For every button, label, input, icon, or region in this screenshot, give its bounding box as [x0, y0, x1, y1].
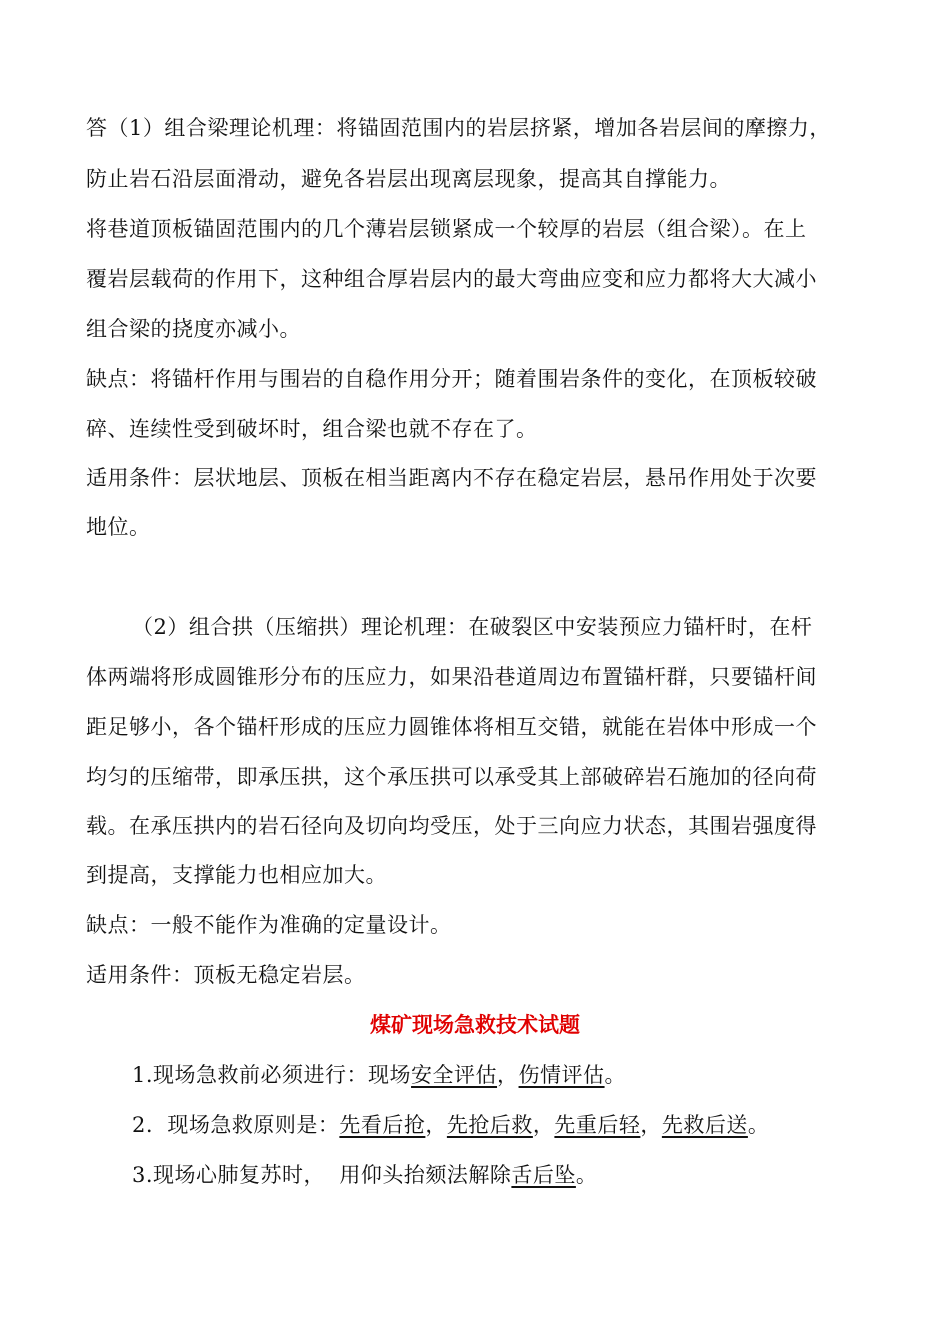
answer-blank: 安全评估: [411, 1063, 498, 1087]
text-line: （2）组合拱（压缩拱）理论机理：在破裂区中安装预应力锚杆时，在杆: [132, 615, 813, 639]
text-line: 适用条件：层状地层、顶板在相当距离内不存在稳定岩层，悬吊作用处于次要: [86, 466, 817, 490]
answer-blank: 舌后坠: [511, 1163, 576, 1187]
text-line: 答（1）组合梁理论机理：将锚固范围内的岩层挤紧，增加各岩层间的摩擦力，: [86, 116, 831, 140]
answer-blank: 先抢后救: [446, 1113, 533, 1137]
text-line: 体两端将形成圆锥形分布的压应力，如果沿巷道周边布置锚杆群，只要锚杆间: [86, 665, 817, 689]
text-line: 到提高，支撑能力也相应加大。: [86, 863, 387, 887]
text-line: 距足够小，各个锚杆形成的压应力圆锥体将相互交错，就能在岩体中形成一个: [86, 715, 817, 739]
text-line: 地位。: [86, 515, 151, 539]
answer-blank: 先重后轻: [554, 1113, 641, 1137]
text-line: 载。在承压拱内的岩石径向及切向均受压，处于三向应力状态，其围岩强度得: [86, 814, 817, 838]
answer-blank: 先看后抢: [339, 1113, 426, 1137]
text-line: 防止岩石沿层面滑动，避免各岩层出现离层现象，提高其自撑能力。: [86, 167, 731, 191]
text-line: 碎、连续性受到破坏时，组合梁也就不存在了。: [86, 417, 538, 441]
text-line: 组合梁的挠度亦减小。: [86, 317, 301, 341]
question-2: 2. 现场急救原则是：先看后抢，先抢后救，先重后轻，先救后送。: [132, 1113, 770, 1137]
text-line: 覆岩层载荷的作用下，这种组合厚岩层内的最大弯曲应变和应力都将大大减小: [86, 267, 817, 291]
text-line: 均匀的压缩带，即承压拱，这个承压拱可以承受其上部破碎岩石施加的径向荷: [86, 765, 817, 789]
section-title: 煤矿现场急救技术试题: [370, 1012, 580, 1037]
answer-blank: 伤情评估: [518, 1063, 605, 1087]
question-3: 3.现场心肺复苏时， 用仰头抬颏法解除舌后坠。: [132, 1163, 598, 1187]
text-line: 缺点：一般不能作为准确的定量设计。: [86, 913, 452, 937]
question-1: 1.现场急救前必须进行：现场安全评估，伤情评估。: [132, 1063, 627, 1087]
text-line: 适用条件：顶板无稳定岩层。: [86, 963, 366, 987]
text-line: 将巷道顶板锚固范围内的几个薄岩层锁紧成一个较厚的岩层（组合梁）。在上: [86, 217, 807, 241]
text-line: 缺点：将锚杆作用与围岩的自稳作用分开；随着围岩条件的变化，在顶板较破: [86, 367, 817, 391]
answer-blank: 先救后送: [661, 1113, 748, 1137]
